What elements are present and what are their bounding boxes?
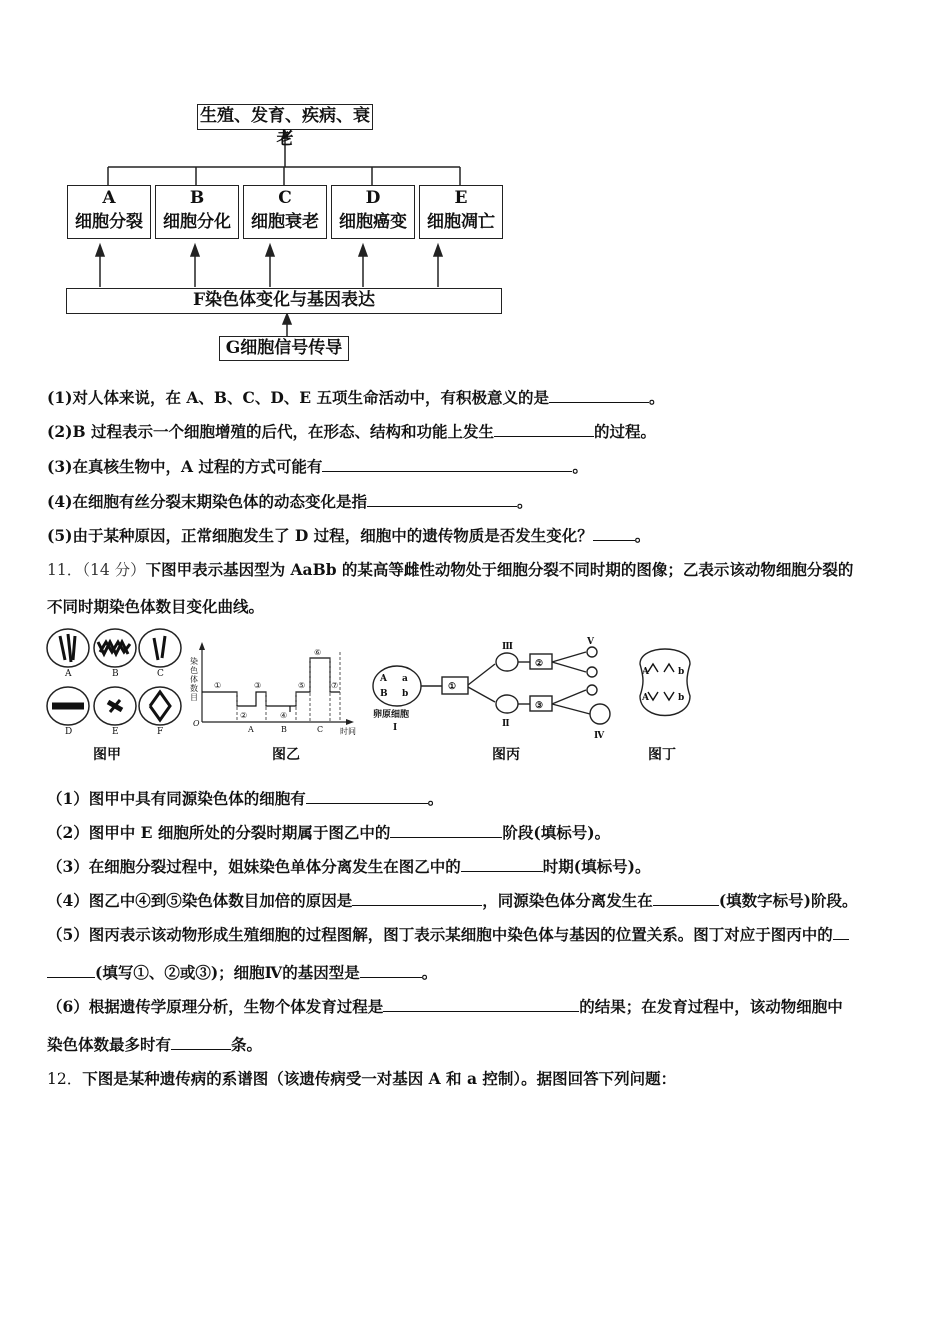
cell-label: B xyxy=(112,669,119,679)
q10-p4-end: 。 xyxy=(516,492,533,511)
gene-label: A xyxy=(642,667,649,677)
q11-part3 xyxy=(47,855,650,877)
q11-p4-end: (填数字标号)阶段。 xyxy=(718,891,858,910)
q11-p4-text: （4）图乙中④到⑤染色体数目加倍的原因是 xyxy=(47,891,353,910)
q11-part6-line1 xyxy=(47,995,843,1017)
q11-p6-mid: 的结果；在发育过程中，该动物细胞中 xyxy=(579,997,843,1016)
q11-p2-text: （2）图甲中 E 细胞所处的分裂时期属于图乙中的 xyxy=(47,823,391,842)
q11-stem-line1 xyxy=(47,558,853,580)
q10-p5-text: (5)由于某种原因，正常细胞发生了 D 过程，细胞中的遗传物质是否发生变化？ xyxy=(47,526,593,545)
gene-label: b xyxy=(402,689,409,699)
q11-p1-text: （1）图甲中具有同源染色体的细胞有 xyxy=(47,789,306,808)
cell-num: Ⅴ xyxy=(587,637,594,647)
q12-number: 12． xyxy=(47,1070,83,1088)
box-b xyxy=(155,185,239,239)
q11-stem-text: 下图甲表示基因型为 AaBb 的某高等雌性动物处于细胞分裂不同时期的图像；乙表示该动物细胞分裂的 xyxy=(145,560,854,579)
gene-label: a xyxy=(402,674,408,684)
box-c xyxy=(243,185,327,239)
box-a-label: 细胞分裂 xyxy=(75,212,143,232)
q11-stem-line2: 不同时期染色体数目变化曲线。 xyxy=(47,597,265,616)
q10-part2 xyxy=(47,420,656,442)
q11-p4-mid: ，同源染色体分离发生在 xyxy=(482,891,653,910)
answer-blank[interactable] xyxy=(360,962,422,978)
answer-blank[interactable] xyxy=(383,996,579,1012)
answer-blank[interactable] xyxy=(306,788,428,804)
q10-part5 xyxy=(47,524,650,546)
cell-label: F xyxy=(157,727,164,737)
ylabel-char: 数 xyxy=(190,684,198,693)
q11-p3-text: （3）在细胞分裂过程中，姐妹染色单体分离发生在图乙中的 xyxy=(47,857,461,876)
q12-stem xyxy=(47,1067,676,1089)
box-c-letter: C xyxy=(278,188,292,208)
stage-label: ⑦ xyxy=(331,681,339,690)
g-box: G细胞信号传导 xyxy=(219,336,349,361)
q11-part5-line1 xyxy=(47,923,849,945)
stage-label: ② xyxy=(240,711,248,720)
cell-label: A xyxy=(65,669,72,679)
answer-blank[interactable] xyxy=(549,387,649,403)
ylabel-char: 体 xyxy=(190,675,198,684)
q11-part1 xyxy=(47,787,443,809)
q10-part4 xyxy=(47,490,532,512)
fig-ding-cell xyxy=(640,649,690,716)
q10-p2-end: 的过程。 xyxy=(593,422,656,441)
ylabel-char: 色 xyxy=(190,666,198,675)
fig-yi-chart xyxy=(190,642,356,736)
stage-label: ⑤ xyxy=(298,681,306,690)
q11-p1-end: 。 xyxy=(427,789,444,808)
box-a-letter: A xyxy=(102,188,116,208)
mother-cell-num: Ⅰ xyxy=(393,723,398,733)
q11-p6-text2: 染色体数最多时有 xyxy=(47,1035,172,1054)
box-b-label: 细胞分化 xyxy=(163,212,231,232)
box-d-label: 细胞癌变 xyxy=(339,212,407,232)
answer-blank[interactable] xyxy=(461,856,543,872)
q10-p3-end: 。 xyxy=(572,457,588,476)
box-e-letter: E xyxy=(454,188,468,208)
q11-p3-end: 时期(填标号)。 xyxy=(542,857,651,876)
fig-bing-caption: 图丙 xyxy=(492,747,520,763)
gene-label: A xyxy=(380,674,387,684)
step-label: ① xyxy=(448,682,457,692)
box-d-letter: D xyxy=(365,188,381,208)
q11-number: 11．（14 分） xyxy=(47,561,146,579)
q10-p2-text: (2)B 过程表示一个细胞增殖的后代，在形态、结构和功能上发生 xyxy=(47,422,494,441)
answer-blank[interactable] xyxy=(322,456,572,472)
x-tick: C xyxy=(317,725,324,734)
box-e-label: 细胞凋亡 xyxy=(427,212,495,232)
answer-blank[interactable] xyxy=(593,525,635,541)
q10-p1-text: (1)对人体来说，在 A、B、C、D、E 五项生命活动中，有积极意义的是 xyxy=(47,388,549,407)
answer-blank[interactable] xyxy=(494,421,594,437)
answer-blank[interactable] xyxy=(367,491,517,507)
stage-label: ③ xyxy=(254,681,262,690)
gene-label: B xyxy=(380,689,388,699)
q10-p5-end: 。 xyxy=(634,526,651,545)
answer-blank[interactable] xyxy=(47,962,95,978)
fig-ding-caption: 图丁 xyxy=(648,747,676,763)
x-tick: A xyxy=(248,725,254,734)
q10-p3-text: (3)在真核生物中，A 过程的方式可能有 xyxy=(47,457,323,476)
step-label: ③ xyxy=(535,701,544,711)
q11-part2 xyxy=(47,821,610,843)
q10-p4-text: (4)在细胞有丝分裂末期染色体的动态变化是指 xyxy=(47,492,367,511)
box-c-label: 细胞衰老 xyxy=(251,212,319,232)
answer-blank[interactable] xyxy=(653,890,719,906)
q12-text: 下图是某种遗传病的系谱图（该遗传病受一对基因 A 和 a 控制）。据图回答下列问题： xyxy=(82,1069,677,1088)
gene-label: A xyxy=(642,693,649,703)
top-outcome-box: 生殖、发育、疾病、衰老 xyxy=(197,104,373,130)
box-b-letter: B xyxy=(189,188,205,208)
step-label: ② xyxy=(535,659,544,669)
q10-part1 xyxy=(47,386,664,408)
x-axis-label: 时间 xyxy=(340,727,356,736)
stage-label: ⑥ xyxy=(314,648,322,657)
q10-p1-end: 。 xyxy=(648,388,665,407)
answer-blank[interactable] xyxy=(171,1034,231,1050)
q11-p5-end: 。 xyxy=(421,963,438,982)
q11-part6-line2 xyxy=(47,1033,262,1055)
ylabel-char: 染 xyxy=(190,657,198,666)
answer-blank[interactable] xyxy=(833,924,849,940)
f-box: F染色体变化与基因表达 xyxy=(66,288,502,314)
answer-blank[interactable] xyxy=(390,822,502,838)
mother-cell-label: 卵原细胞 xyxy=(373,710,410,720)
box-d xyxy=(331,185,415,239)
q11-part4 xyxy=(47,889,857,911)
cell-label: E xyxy=(112,727,119,737)
fig-jia-caption: 图甲 xyxy=(93,747,121,763)
cell-label: D xyxy=(65,727,73,737)
q11-p5-mid: (填写①、②或③)；细胞Ⅳ的基因型是 xyxy=(95,963,360,982)
origin-label: O xyxy=(193,719,200,728)
x-tick: B xyxy=(281,725,287,734)
box-a xyxy=(67,185,151,239)
q10-part3 xyxy=(47,455,588,477)
q11-figures xyxy=(40,622,700,772)
q11-p2-end: 阶段(填标号)。 xyxy=(502,823,611,842)
stage-label: ④ xyxy=(280,711,288,720)
answer-blank[interactable] xyxy=(352,890,482,906)
q11-p6-end: 条。 xyxy=(231,1035,263,1054)
q11-p6-text: （6）根据遗传学原理分析，生物个体发育过程是 xyxy=(47,997,384,1016)
cell-num: Ⅲ xyxy=(502,642,513,652)
box-e xyxy=(419,185,503,239)
fig-yi-caption: 图乙 xyxy=(272,747,300,763)
gene-label: b xyxy=(678,667,685,677)
q11-p5-text: （5）图丙表示该动物形成生殖细胞的过程图解，图丁表示某细胞中染色体与基因的位置关系。图丁对应于图丙中的 xyxy=(47,925,833,944)
ylabel-char: 目 xyxy=(190,693,198,702)
cell-label: C xyxy=(157,669,164,679)
cell-num: Ⅱ xyxy=(502,719,510,729)
q11-part5-line2 xyxy=(47,961,437,983)
stage-label: ① xyxy=(214,681,222,690)
cell-num: Ⅳ xyxy=(594,731,605,741)
gene-label: b xyxy=(678,693,685,703)
